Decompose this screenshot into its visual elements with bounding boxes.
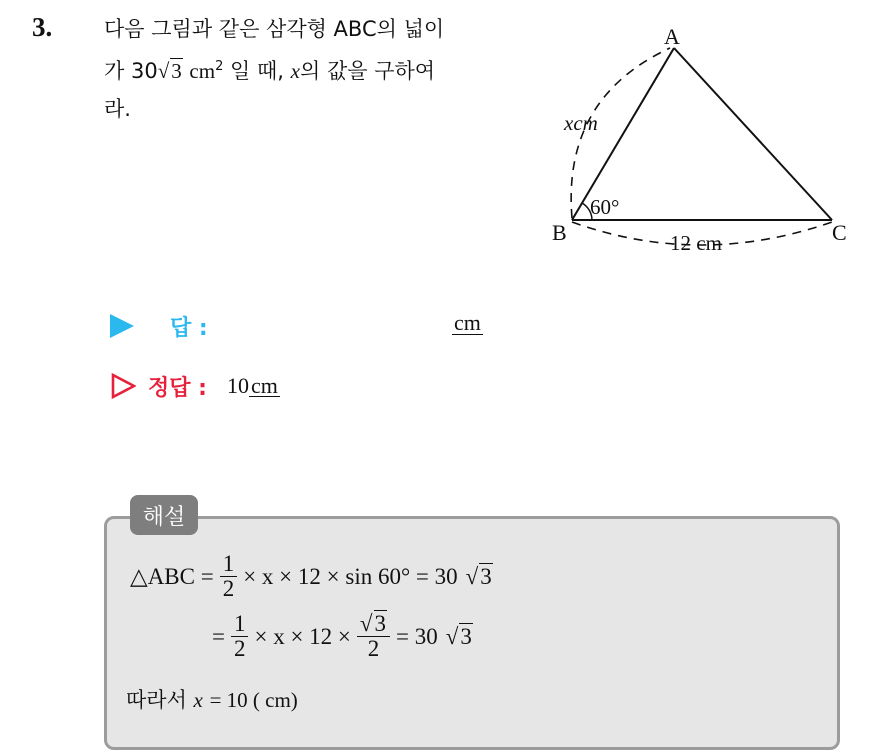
conclusion-prefix: 따라서: [126, 688, 187, 712]
question-text: [104, 10, 534, 128]
vertex-b-label: B: [552, 220, 567, 245]
play-icon: [110, 314, 134, 338]
variable-x: x: [290, 59, 300, 83]
area-value: 가 30: [104, 59, 158, 83]
question-number: 3.: [32, 12, 53, 42]
correct-value-number: 10: [226, 373, 249, 398]
eq2-sqrt-symbol: √: [445, 623, 459, 649]
eq2-fraction-1: [231, 612, 249, 661]
question-ask: 의 값을 구하여: [299, 59, 436, 83]
eq2-frac2-num: [357, 612, 390, 637]
side-bc-label: 12 cm: [670, 231, 722, 255]
question-line-1: 다음 그림과 같은 삼각형 ABC의 넓이: [104, 17, 445, 41]
eq2-frac2-sqrt-symbol: √: [359, 611, 373, 636]
side-ab-label: xcm: [564, 111, 598, 135]
solution-conclusion: [126, 684, 298, 714]
eq1-lhs: △ABC =: [130, 563, 214, 589]
sqrt-symbol: √: [157, 59, 170, 83]
angle-label: 60°: [590, 195, 620, 219]
triangle-figure: [540, 18, 860, 268]
eq1-sqrt-symbol: √: [465, 563, 479, 589]
eq2-frac2-sqrt-radicand: 3: [374, 611, 387, 636]
eq2-lhs: =: [212, 623, 225, 649]
eq2-sqrt-radicand: 3: [460, 624, 472, 649]
play-outline-icon: [110, 373, 136, 399]
question-line-2: [104, 48, 534, 90]
eq1-frac-den: 2: [222, 576, 235, 601]
eq2-frac2-den: 2: [367, 636, 380, 661]
conclusion-value: = 10 ( cm): [209, 688, 298, 712]
sqrt-radicand: 3: [171, 59, 182, 83]
correct-answer-value: [227, 373, 280, 399]
eq1-mid: × x × 12 × sin 60° = 30: [243, 563, 458, 589]
eq1-frac-num: 1: [220, 552, 238, 577]
solution-equation-1: [130, 552, 493, 601]
solution-equation-2: [212, 612, 473, 661]
condition-text: 일 때,: [230, 59, 284, 83]
eq2-frac1-num: 1: [231, 612, 249, 637]
answer-unit-blank[interactable]: cm: [454, 310, 481, 335]
eq2-rhs: = 30: [396, 623, 438, 649]
solution-tag: 해설: [130, 495, 198, 535]
eq2-fraction-2: [357, 612, 390, 661]
eq1-sqrt-radicand: 3: [480, 564, 492, 589]
correct-answer-label: 정답 :: [148, 375, 207, 401]
vertex-a-label: A: [664, 24, 680, 49]
eq2-frac1-den: 2: [233, 636, 246, 661]
question-line-3: 라.: [104, 97, 131, 121]
area-unit: cm: [189, 59, 216, 83]
side-ac: [674, 48, 832, 220]
eq1-fraction: [220, 552, 238, 601]
eq2-mid: × x × 12 ×: [254, 623, 351, 649]
answer-label: 답 :: [170, 315, 208, 341]
correct-value-unit: cm: [250, 373, 278, 398]
vertex-c-label: C: [832, 220, 847, 245]
conclusion-variable: x: [193, 688, 203, 712]
correct-answer-row: [110, 368, 280, 404]
area-unit-exponent: 2: [215, 59, 224, 74]
answer-row: [110, 308, 208, 344]
